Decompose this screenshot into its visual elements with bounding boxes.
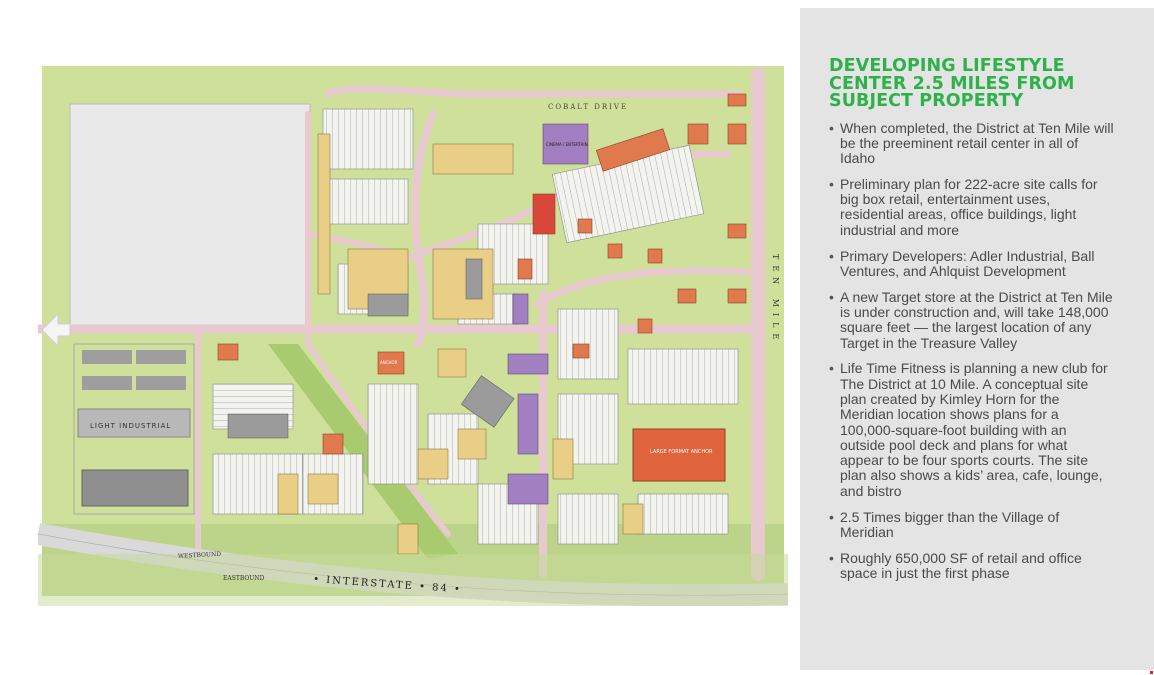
large-format-anchor bbox=[633, 429, 725, 481]
site-plan-map bbox=[38, 54, 788, 606]
corner-dot bbox=[1150, 671, 1153, 674]
cinema-label: CINEMA / ENTERTAIN. bbox=[546, 142, 589, 147]
bullet-item: • Primary Developers: Adler Industrial, Ball Ventures, and Ahlquist Development bbox=[829, 249, 1114, 280]
panel-title: DEVELOPING LIFESTYLE CENTER 2.5 MILES FROM SUBJECT PROPERTY bbox=[829, 56, 1075, 111]
bullet-list bbox=[829, 121, 1114, 582]
light-industrial-label: LIGHT INDUSTRIAL bbox=[90, 422, 172, 430]
anchor-label: ANCHOR bbox=[380, 360, 398, 365]
large-format-anchor-label: LARGE FORMAT ANCHOR bbox=[650, 449, 713, 455]
bullet-item: • Life Time Fitness is planning a new club for The District at 10 Mile. A conceptual site plan created by Kimley Horn for the Meridian location shows plans for a 100,000-square-foot building with an outside pool deck and plans for what appear to be four sports courts. The site plan also shows a kids’ area, cafe, lounge, and bistro bbox=[829, 361, 1114, 499]
eastbound-label: EASTBOUND bbox=[223, 575, 265, 582]
bullet-item: • When completed, the District at Ten Mile will be the preeminent retail center in all of Idaho bbox=[829, 121, 1114, 167]
westbound-label: WESTBOUND bbox=[177, 550, 222, 560]
interstate-label: • INTERSTATE • 84 • bbox=[312, 574, 463, 596]
bullet-item: • 2.5 Times bigger than the Village of Meridian bbox=[829, 510, 1114, 541]
info-panel bbox=[800, 8, 1154, 670]
ten-mile-label: TEN MILE bbox=[771, 254, 780, 346]
bullet-item: • Roughly 650,000 SF of retail and office space in just the first phase bbox=[829, 551, 1114, 582]
bullet-item: • Preliminary plan for 222-acre site calls for big box retail, entertainment uses, residential areas, office buildings, light industrial and more bbox=[829, 177, 1114, 238]
bullet-item: • A new Target store at the District at Ten Mile is under construction and, will take 148,000 square feet — the largest location of any Target in the Treasure Valley bbox=[829, 290, 1114, 351]
empty-field bbox=[70, 104, 310, 328]
cobalt-drive-label: COBALT DRIVE bbox=[548, 103, 629, 111]
